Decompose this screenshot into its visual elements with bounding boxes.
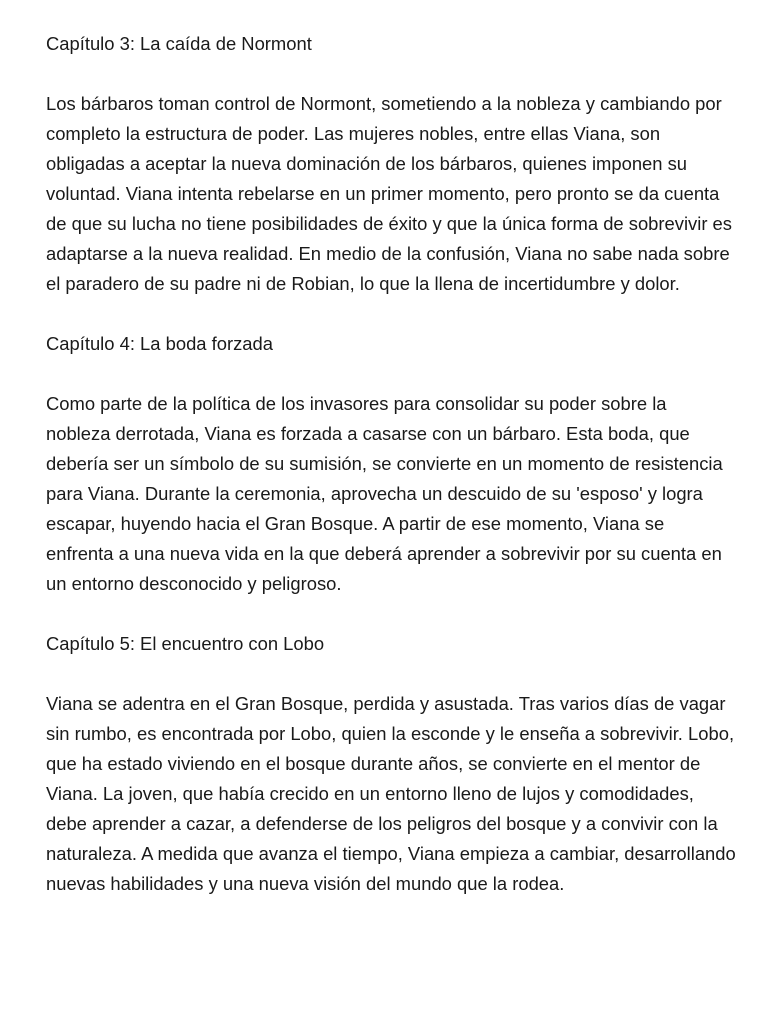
- chapter-4: [46, 329, 736, 599]
- chapter-3-heading: Capítulo 3: La caída de Normont: [46, 33, 312, 54]
- document-page: [46, 29, 736, 929]
- chapter-3: [46, 29, 736, 299]
- chapter-5-body: Viana se adentra en el Gran Bosque, perdida y asustada. Tras varios días de vagar sin rumbo, es encontrada por Lobo, quien la esconde y le enseña a sobrevivir. Lobo, que ha estado viviendo en el bosque durante años, se convierte en el mentor de Viana. La joven, que había crecido en un entorno lleno de lujos y comodidades, debe aprender a cazar, a defenderse de los peligros del bosque y a convivir con la naturaleza. A medida que avanza el tiempo, Viana empieza a cambiar, desarrollando nuevas habilidades y una nueva visión del mundo que la rodea.: [46, 693, 736, 894]
- chapter-3-body: Los bárbaros toman control de Normont, sometiendo a la nobleza y cambiando por completo la estructura de poder. Las mujeres nobles, entre ellas Viana, son obligadas a aceptar la nueva dominación de los bárbaros, quienes imponen su voluntad. Viana intenta rebelarse en un primer momento, pero pronto se da cuenta de que su lucha no tiene posibilidades de éxito y que la única forma de sobrevivir es adaptarse a la nueva realidad. En medio de la confusión, Viana no sabe nada sobre el paradero de su padre ni de Robian, lo que la llena de incertidumbre y dolor.: [46, 93, 732, 294]
- chapter-5: [46, 629, 736, 899]
- chapter-4-body: Como parte de la política de los invasores para consolidar su poder sobre la nobleza derrotada, Viana es forzada a casarse con un bárbaro. Esta boda, que debería ser un símbolo de su sumisión, se convierte en un momento de resistencia para Viana. Durante la ceremonia, aprovecha un descuido de su 'esposo' y logra escapar, huyendo hacia el Gran Bosque. A partir de ese momento, Viana se enfrenta a una nueva vida en la que deberá aprender a sobrevivir por su cuenta en un entorno desconocido y peligroso.: [46, 393, 723, 594]
- chapter-4-heading: Capítulo 4: La boda forzada: [46, 333, 273, 354]
- chapter-5-heading: Capítulo 5: El encuentro con Lobo: [46, 633, 325, 654]
